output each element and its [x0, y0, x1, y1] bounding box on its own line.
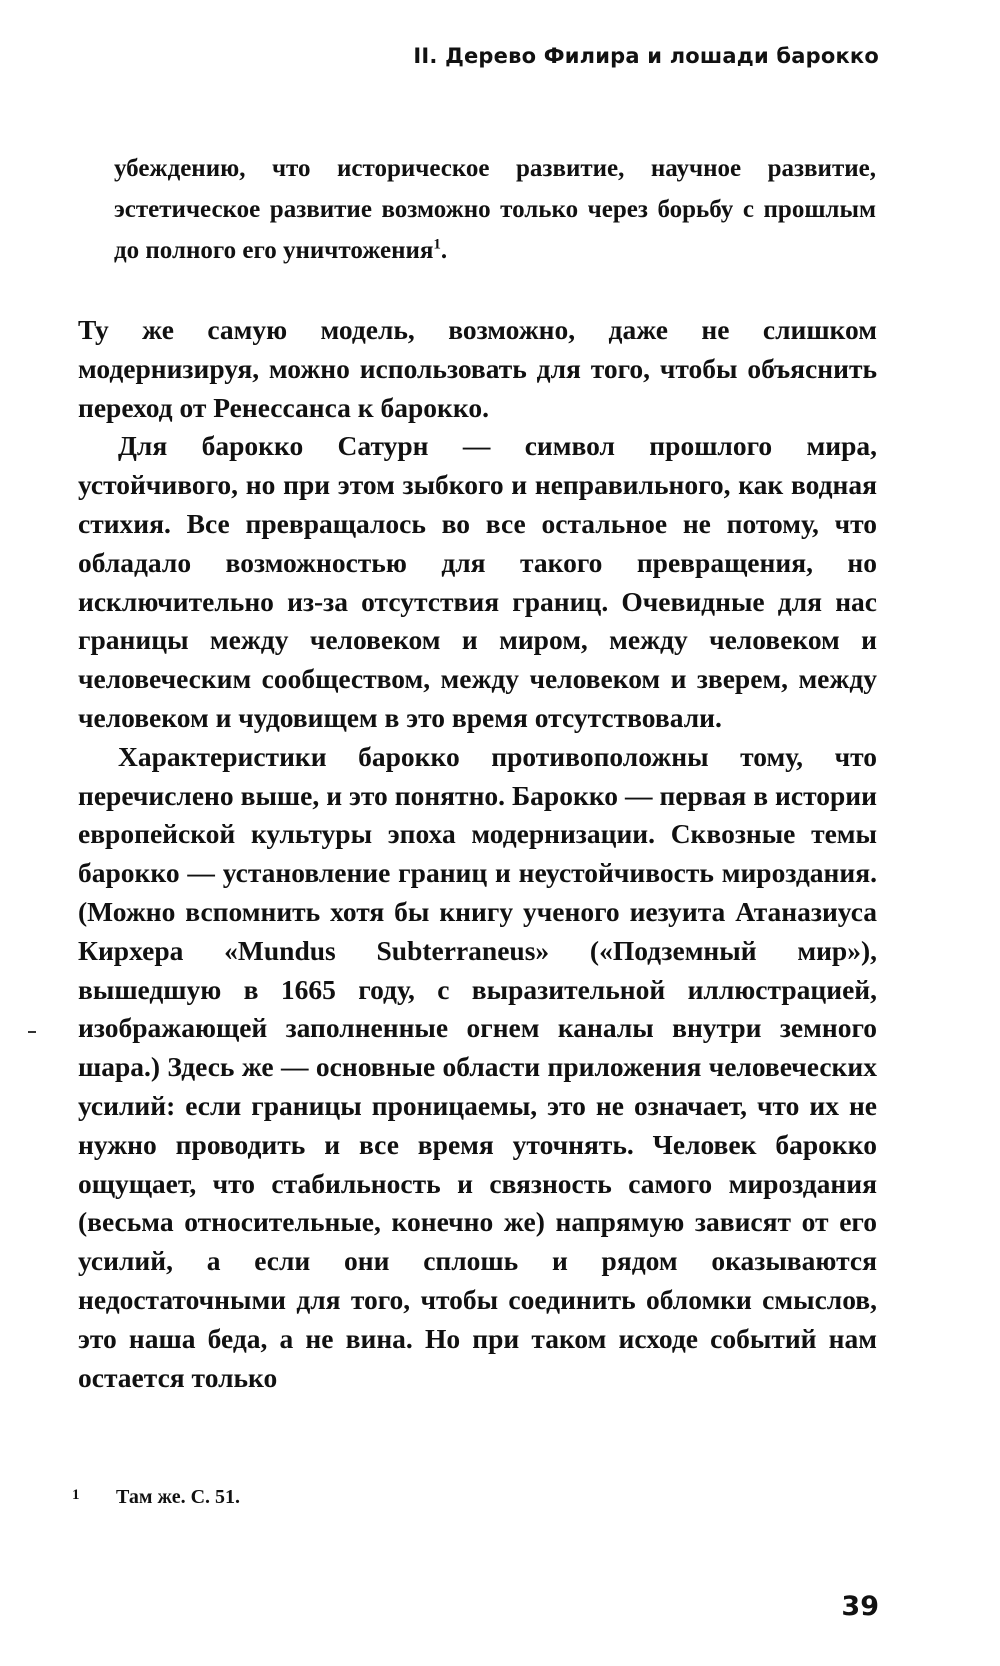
- footnote-mark: 1: [72, 1487, 80, 1503]
- paragraph-1: Ту же самую модель, возможно, даже не слишком модернизируя, можно использовать для того, чтобы объяснить переход от Ренессанса к барокко.: [78, 314, 877, 423]
- footnote-text: Там же. С. 51.: [116, 1486, 241, 1508]
- running-header: II. Дерево Филира и лошади барокко: [413, 44, 879, 68]
- main-text: [78, 311, 877, 1397]
- margin-mark: [28, 1031, 36, 1033]
- paragraph-3: Характеристики барокко противоположны тому, что перечислено выше, и это понятно. Барокко — первая в истории европейской культуры эпоха модернизации. Сквозные темы барокко — установление границ и неустойчивость мироздания. (Можно вспомнить хотя бы книгу ученого иезуита Атаназиуса Кирхера «Mundus Subterraneus» («Подземный мир»), вышедшую в 1665 году, с выразительной иллюстрацией, изображающей заполненные огнем каналы внутри земного шара.) Здесь же — основные области приложения человеческих усилий: если границы проницаемы, это не означает, что их не нужно проводить и все время уточнять. Человек барокко ощущает, что стабильность и связность самого мироздания (весьма относительные, конечно же) напрямую зависят от его усилий, а если они сплошь и рядом оказываются недостаточными для того, чтобы соединить обломки смыслов, это наша беда, а не вина. Но при таком исходе событий нам остается только: [78, 740, 877, 1393]
- footnote-reference[interactable]: 1: [433, 236, 441, 253]
- quote-text: убеждению, что историческое развитие, научное развитие, эстетическое развитие возможно только через борьбу с прошлым до полного его уничтожения: [114, 155, 876, 264]
- footnote: [72, 1482, 240, 1510]
- quote-end: .: [440, 237, 448, 264]
- paragraph-2: Для барокко Сатурн — символ прошлого мира, устойчивого, но при этом зыбкого и неправильного, как водная стихия. Все превращалось во все остальное не потому, что обладало возможностью для такого превращения, но исключительно из-за отсутствия границ. Очевидные для нас границы между человеком и миром, между человеком и человеческим сообществом, между человеком и зверем, между человеком и чудовищем в это время отсутствовали.: [78, 430, 877, 733]
- page-number: 39: [841, 1591, 879, 1622]
- block-quote: [114, 148, 876, 271]
